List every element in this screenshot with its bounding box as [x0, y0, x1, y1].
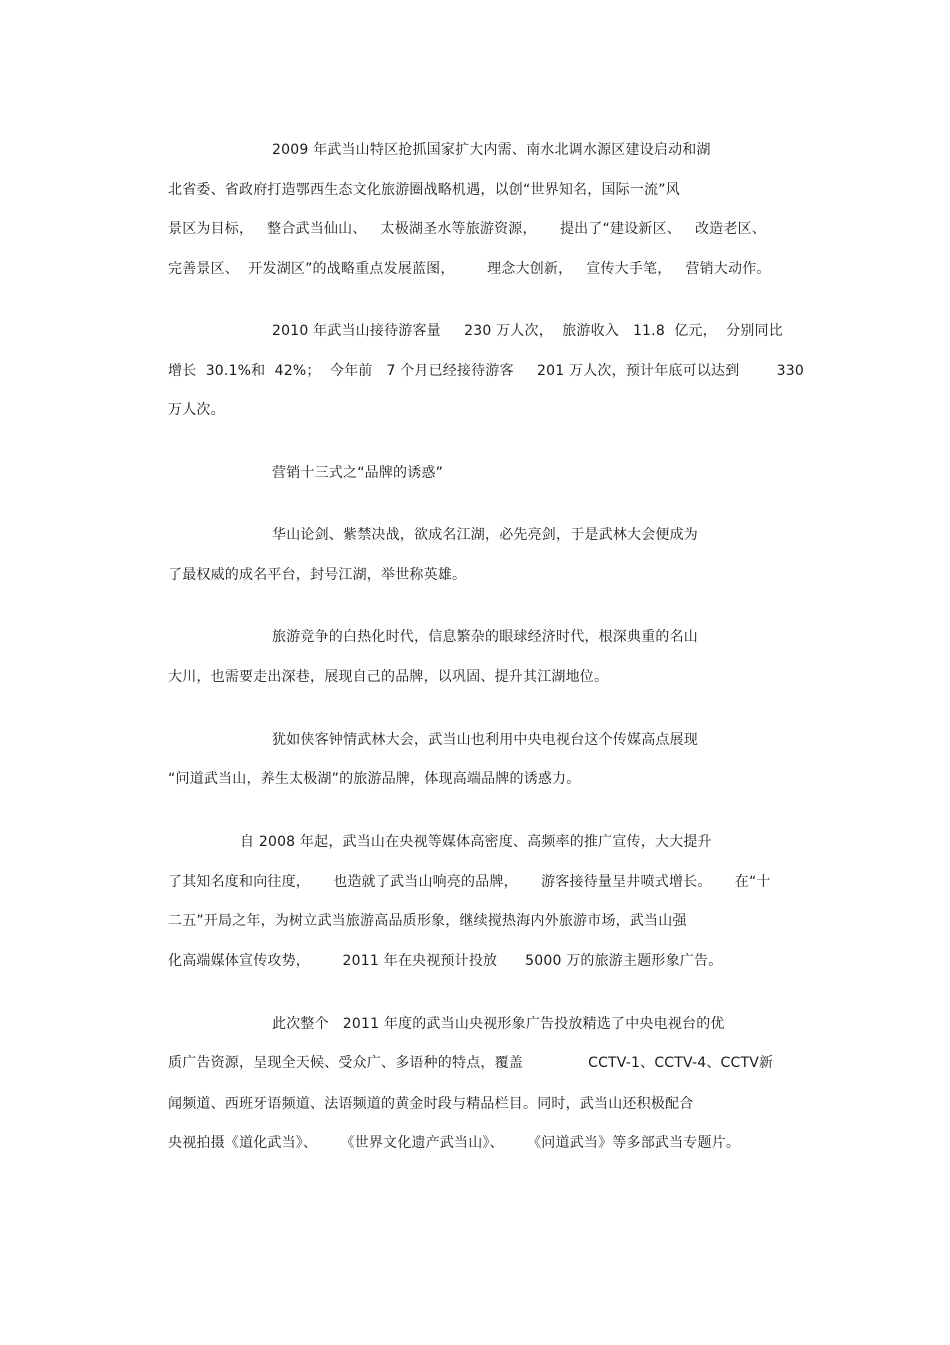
paragraph-2-line-2: 增长 30.1%和 42%； 今年前 7 个月已经接待游客 201 万人次，预计年底可以达到 330 [168, 363, 804, 379]
paragraph-1-line-1: 2009 年武当山特区抢抓国家扩大内需、南水北调水源区建设启动和湖 [272, 142, 711, 158]
paragraph-8-line-4: 央视拍摄《道化武当》、 《世界文化遗产武当山》、 《问道武当》等多部武当专题片。 [168, 1135, 741, 1151]
paragraph-5-line-2: 大川，也需要走出深巷，展现自己的品牌，以巩固、提升其江湖地位。 [168, 669, 609, 685]
paragraph-6-line-1: 犹如侠客钟情武林大会，武当山也利用中央电视台这个传媒高点展现 [272, 732, 698, 748]
section-heading: 营销十三式之“品牌的诱惑” [272, 465, 444, 481]
paragraph-6-line-2: “问道武当山，养生太极湖”的旅游品牌，体现高端品牌的诱惑力。 [168, 771, 581, 787]
paragraph-5-line-1: 旅游竞争的白热化时代，信息繁杂的眼球经济时代，根深典重的名山 [272, 629, 698, 645]
paragraph-2-line-3: 万人次。 [168, 402, 225, 418]
paragraph-2-line-1: 2010 年武当山接待游客量 230 万人次， 旅游收入 11.8 亿元， 分别同比 [272, 323, 783, 339]
paragraph-7-line-1: 自 2008 年起，武当山在央视等媒体高密度、高频率的推广宣传，大大提升 [240, 834, 712, 850]
paragraph-7-line-2: 了其知名度和向往度， 也造就了武当山响亮的品牌， 游客接待量呈井喷式增长。 在“十 [168, 874, 771, 890]
paragraph-7-line-3: 二五”开局之年，为树立武当旅游高品质形象，继续搅热海内外旅游市场，武当山强 [168, 913, 687, 929]
paragraph-4-line-2: 了最权威的成名平台，封号江湖，举世称英雄。 [168, 567, 467, 583]
paragraph-8-line-3: 闻频道、西班牙语频道、法语频道的黄金时段与精品栏目。同时，武当山还积极配合 [168, 1096, 694, 1112]
paragraph-1-line-2: 北省委、省政府打造鄂西生态文化旅游圈战略机遇，以创“世界知名，国际一流”风 [168, 182, 680, 198]
paragraph-7-line-4: 化高端媒体宣传攻势， 2011 年在央视预计投放 5000 万的旅游主题形象广告。 [168, 953, 723, 969]
paragraph-8-line-1: 此次整个 2011 年度的武当山央视形象广告投放精选了中央电视台的优 [272, 1016, 725, 1032]
paragraph-1-line-4: 完善景区、 开发湖区”的战略重点发展蓝图， 理念大创新， 宣传大手笔， 营销大动作。 [168, 261, 771, 277]
paragraph-8-line-2: 质广告资源，呈现全天候、受众广、多语种的特点，覆盖 CCTV-1、CCTV-4、CCTV新 [168, 1055, 774, 1071]
paragraph-4-line-1: 华山论剑、紫禁决战，欲成名江湖，必先亮剑，于是武林大会便成为 [272, 527, 698, 543]
paragraph-1-line-3: 景区为目标， 整合武当仙山、 太极湖圣水等旅游资源， 提出了“建设新区、 改造老区、 [168, 221, 766, 237]
